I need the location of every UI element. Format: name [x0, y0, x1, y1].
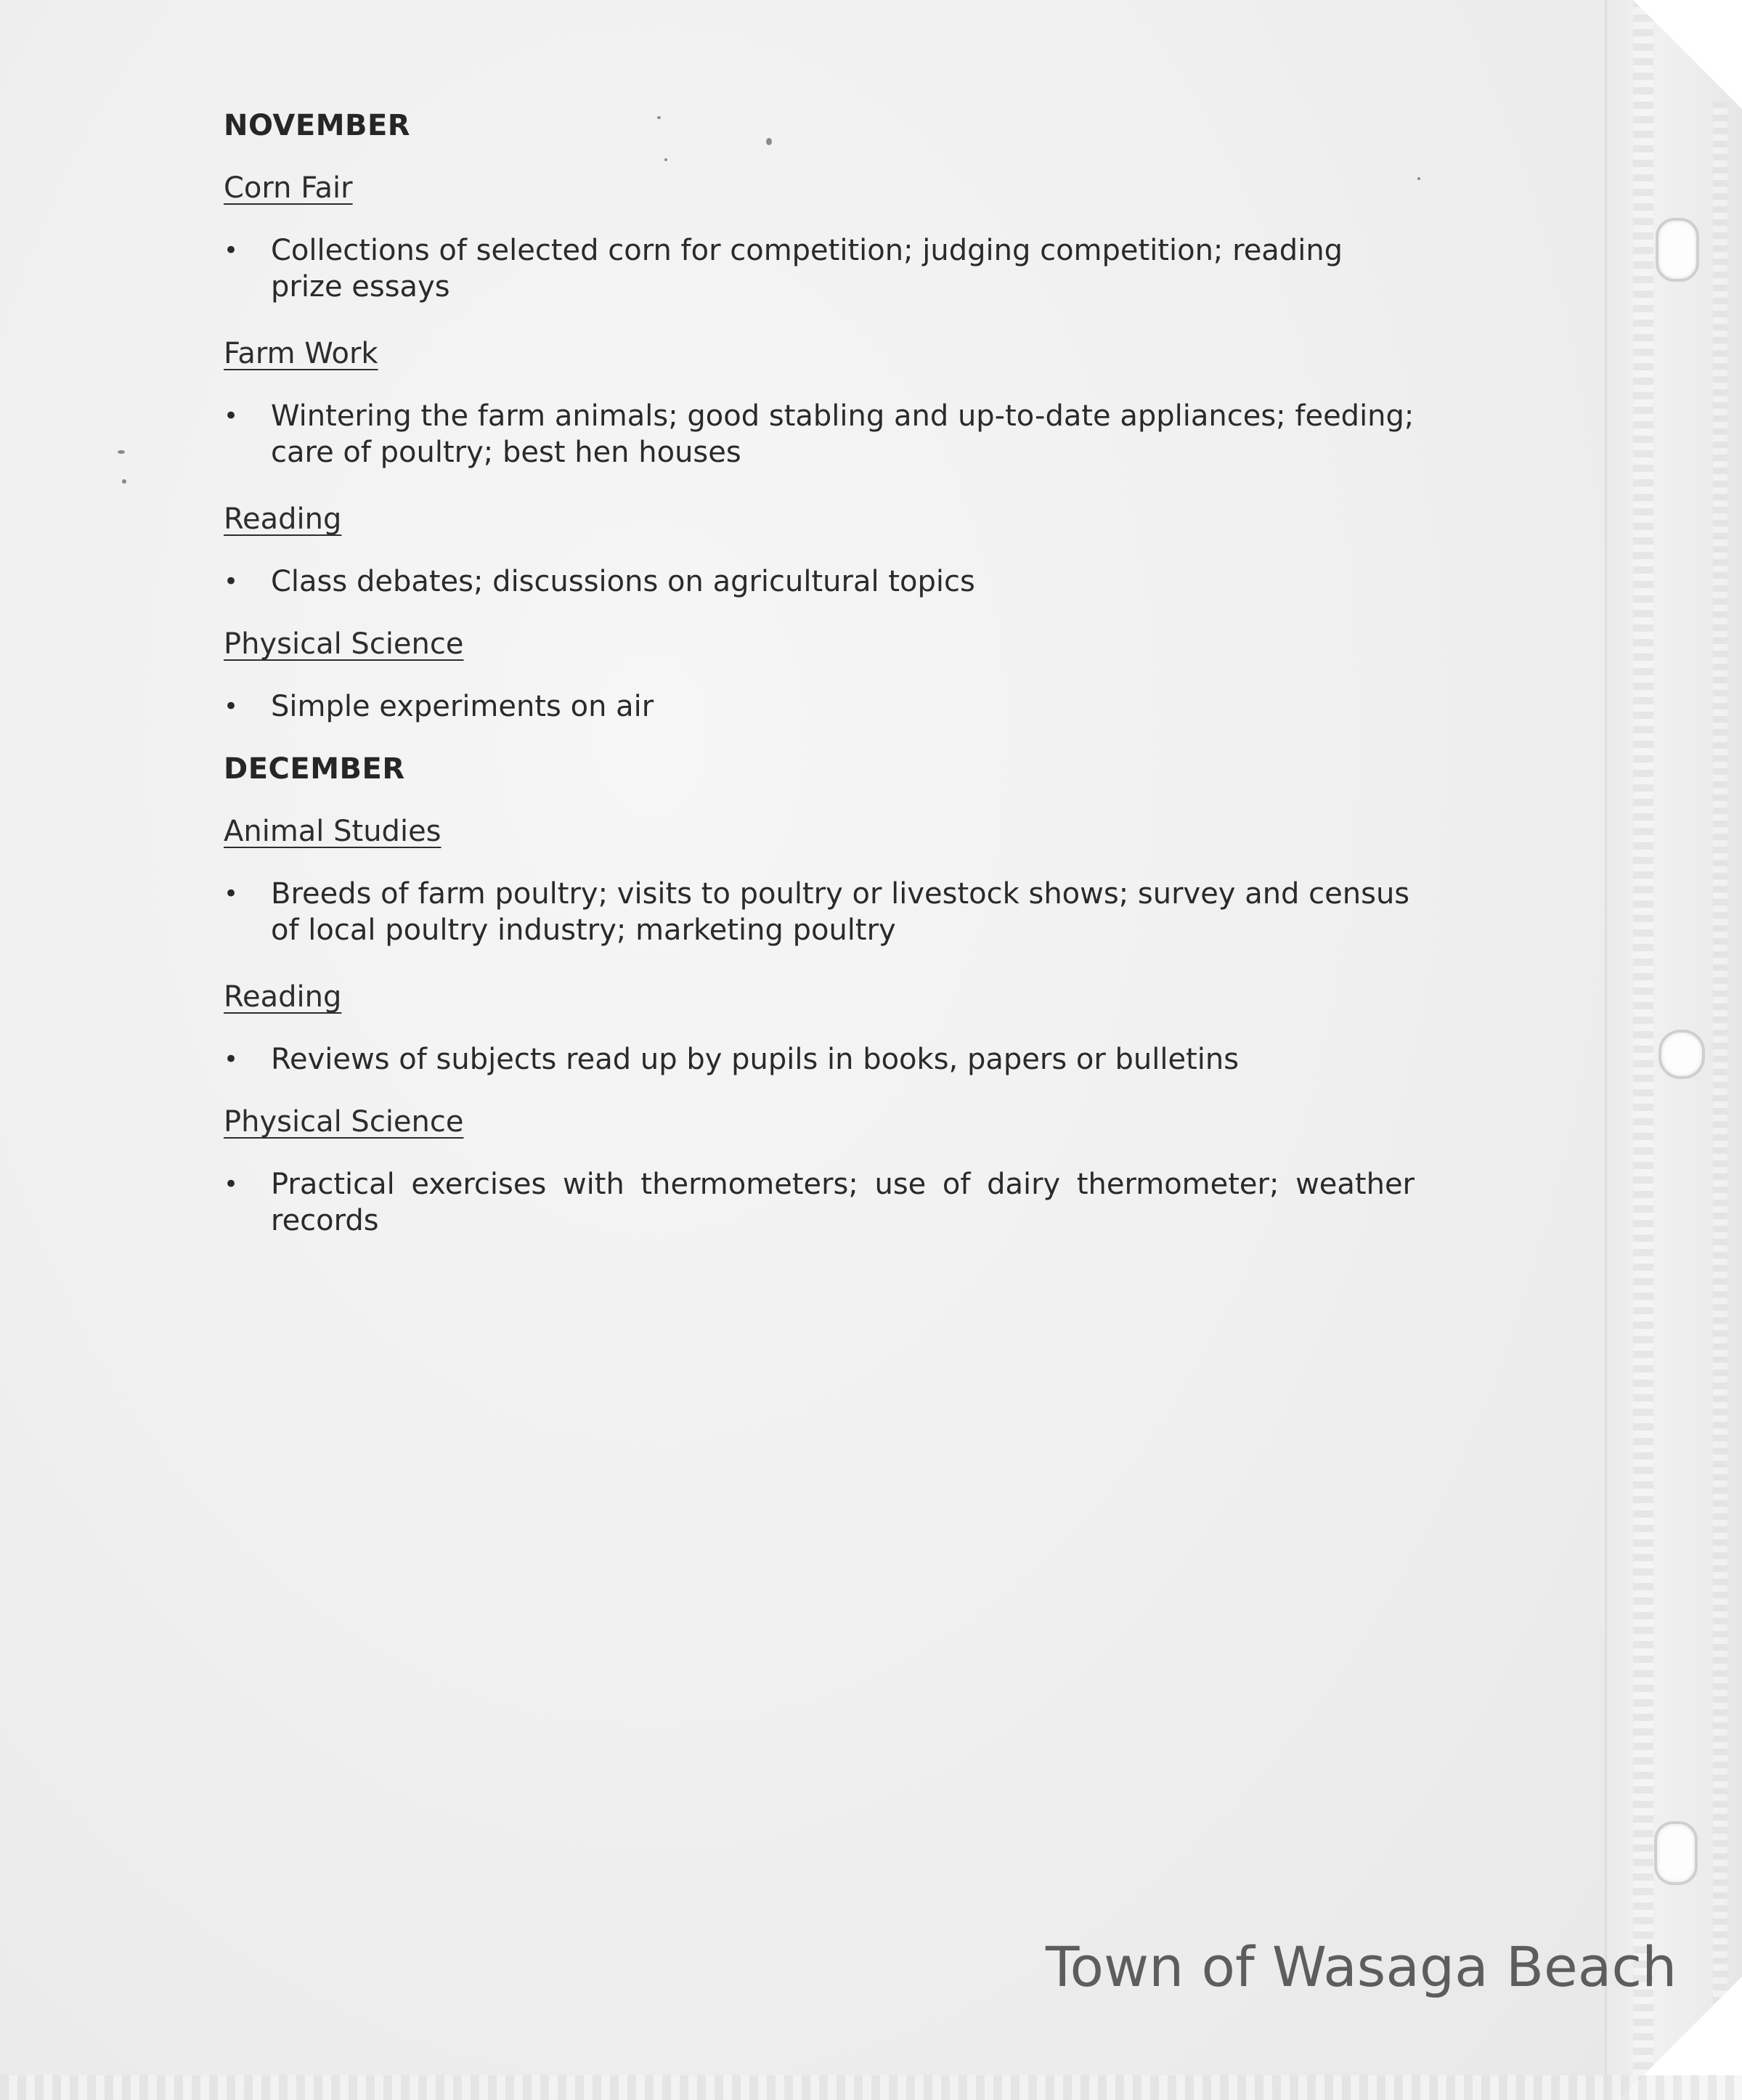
bullet-icon: • [224, 1045, 239, 1074]
bullet-icon: • [224, 236, 239, 265]
month-heading-december: DECEMBER [224, 752, 405, 786]
bullet-item: • Breeds of farm poultry; visits to poultry or livestock shows; survey and census of local poultry industry; marketing poultry [224, 877, 1410, 947]
bullet-icon: • [224, 402, 239, 431]
topic-physical-science: Physical Science [224, 627, 464, 661]
bullet-item: • Practical exercises with thermometers; use of dairy thermometer; weather records [224, 1168, 1415, 1237]
binder-hole-top [1656, 218, 1699, 282]
bullet-icon: • [224, 1170, 239, 1199]
bullet-icon: • [224, 879, 239, 908]
bullet-item: • Class debates; discussions on agricultural topics [224, 565, 975, 598]
topic-farm-work: Farm Work [224, 337, 378, 370]
corner-cut-top [1633, 0, 1742, 109]
bullet-item: • Wintering the farm animals; good stabling and up-to-date appliances; feeding; care of poultry; best hen houses [224, 399, 1415, 469]
binder-hole-bottom [1654, 1821, 1698, 1885]
bullet-item: • Collections of selected corn for competition; judging competition; reading prize essays [224, 234, 1343, 304]
bullet-icon: • [224, 692, 239, 721]
topic-physical-science: Physical Science [224, 1105, 464, 1139]
bullet-item: • Reviews of subjects read up by pupils in books, papers or bulletins [224, 1043, 1240, 1076]
bullet-item: • Simple experiments on air [224, 690, 654, 723]
topic-corn-fair: Corn Fair [224, 171, 353, 205]
binder-hole-middle [1658, 1030, 1705, 1079]
sheet-protector-bottom-edge [0, 2075, 1742, 2100]
topic-reading: Reading [224, 502, 342, 536]
topic-animal-studies: Animal Studies [224, 815, 441, 848]
month-heading-november: NOVEMBER [224, 109, 411, 142]
watermark-text: Town of Wasaga Beach [1046, 1934, 1677, 1999]
bullet-icon: • [224, 567, 239, 596]
topic-reading: Reading [224, 980, 342, 1014]
document-body [224, 109, 1415, 1266]
